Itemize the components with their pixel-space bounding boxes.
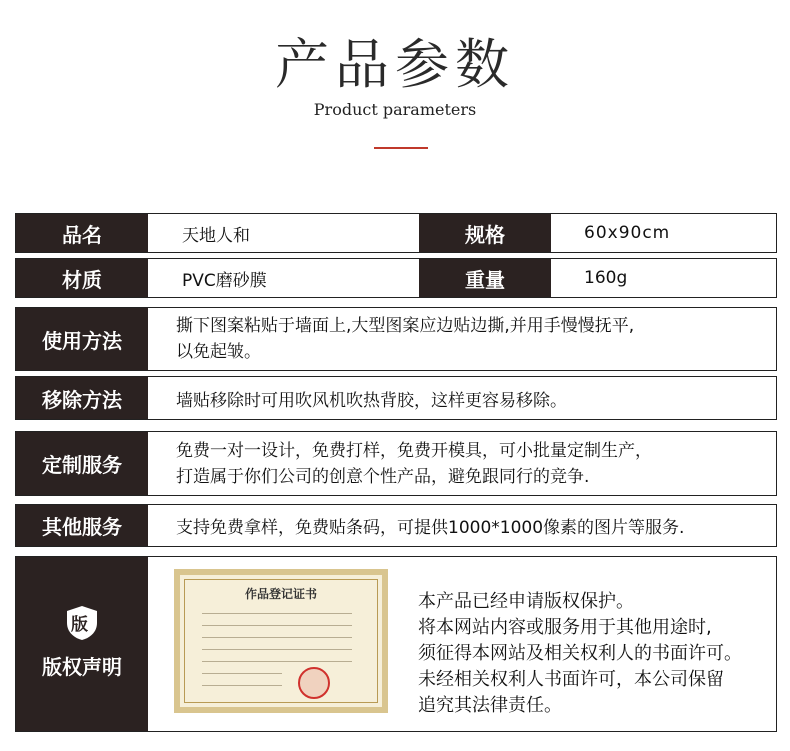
copyright-line: 本产品已经申请版权保护。 bbox=[418, 591, 634, 612]
red-seal-stamp bbox=[298, 667, 330, 699]
copyright-label: 版权声明 bbox=[42, 655, 122, 679]
other-label: 其他服务 bbox=[16, 505, 148, 546]
custom-label: 定制服务 bbox=[16, 432, 148, 495]
certificate-text-line bbox=[202, 661, 352, 662]
usage-label: 使用方法 bbox=[16, 308, 148, 370]
certificate-title: 作品登记证书 bbox=[244, 587, 317, 601]
other-value: 支持免费拿样，免费贴条码，可提供1000*1000像素的图片等服务. bbox=[176, 518, 685, 538]
weight-label: 重量 bbox=[419, 259, 551, 297]
certificate-text-line bbox=[202, 625, 352, 626]
material-label: 材质 bbox=[16, 259, 148, 297]
copyright-text bbox=[418, 589, 742, 719]
usage-line-1: 撕下图案粘贴于墙面上,大型图案应边贴边撕,并用手慢慢抚平, bbox=[176, 316, 635, 336]
copyright-line: 未经相关权利人书面许可，本公司保留 bbox=[418, 669, 724, 690]
copyright-line: 将本网站内容或服务用于其他用途时, bbox=[418, 617, 712, 638]
copyright-line: 追究其法律责任。 bbox=[418, 695, 562, 716]
name-label: 品名 bbox=[16, 214, 148, 252]
page-title: 产品参数 bbox=[275, 33, 515, 96]
custom-value bbox=[176, 432, 652, 495]
page-subtitle: Product parameters bbox=[313, 100, 477, 119]
weight-value: 160g bbox=[584, 268, 628, 288]
name-value: 天地人和 bbox=[182, 225, 250, 246]
removal-value: 墙贴移除时可用吹风机吹热背胶，这样更容易移除。 bbox=[176, 390, 567, 411]
copyright-label-cell bbox=[16, 557, 148, 731]
usage-value bbox=[176, 308, 634, 370]
row-name-spec bbox=[15, 213, 777, 253]
certificate-text-line bbox=[202, 649, 352, 650]
row-material-weight bbox=[15, 258, 777, 298]
custom-line-1: 免费一对一设计，免费打样，免费开模具，可小批量定制生产， bbox=[176, 440, 652, 461]
row-copyright bbox=[15, 556, 777, 732]
spec-label: 规格 bbox=[419, 214, 551, 252]
copyright-line: 须征得本网站及相关权利人的书面许可。 bbox=[418, 643, 742, 664]
certificate-text-line bbox=[202, 637, 352, 638]
custom-line-2: 打造属于你们公司的创意个性产品，避免跟同行的竞争. bbox=[176, 466, 590, 487]
certificate-text-line bbox=[202, 673, 282, 674]
badge-char: 版 bbox=[71, 615, 88, 635]
row-other bbox=[15, 504, 777, 547]
row-removal bbox=[15, 376, 777, 420]
row-usage bbox=[15, 307, 777, 371]
removal-label: 移除方法 bbox=[16, 377, 148, 419]
certificate-image bbox=[174, 569, 388, 713]
material-value: PVC磨砂膜 bbox=[182, 270, 267, 291]
title-divider bbox=[374, 147, 428, 149]
certificate-text-line bbox=[202, 613, 352, 614]
row-custom bbox=[15, 431, 777, 496]
usage-line-2: 以免起皱。 bbox=[176, 342, 261, 362]
certificate-text-line bbox=[202, 685, 282, 686]
spec-value: 60x90cm bbox=[584, 223, 671, 243]
